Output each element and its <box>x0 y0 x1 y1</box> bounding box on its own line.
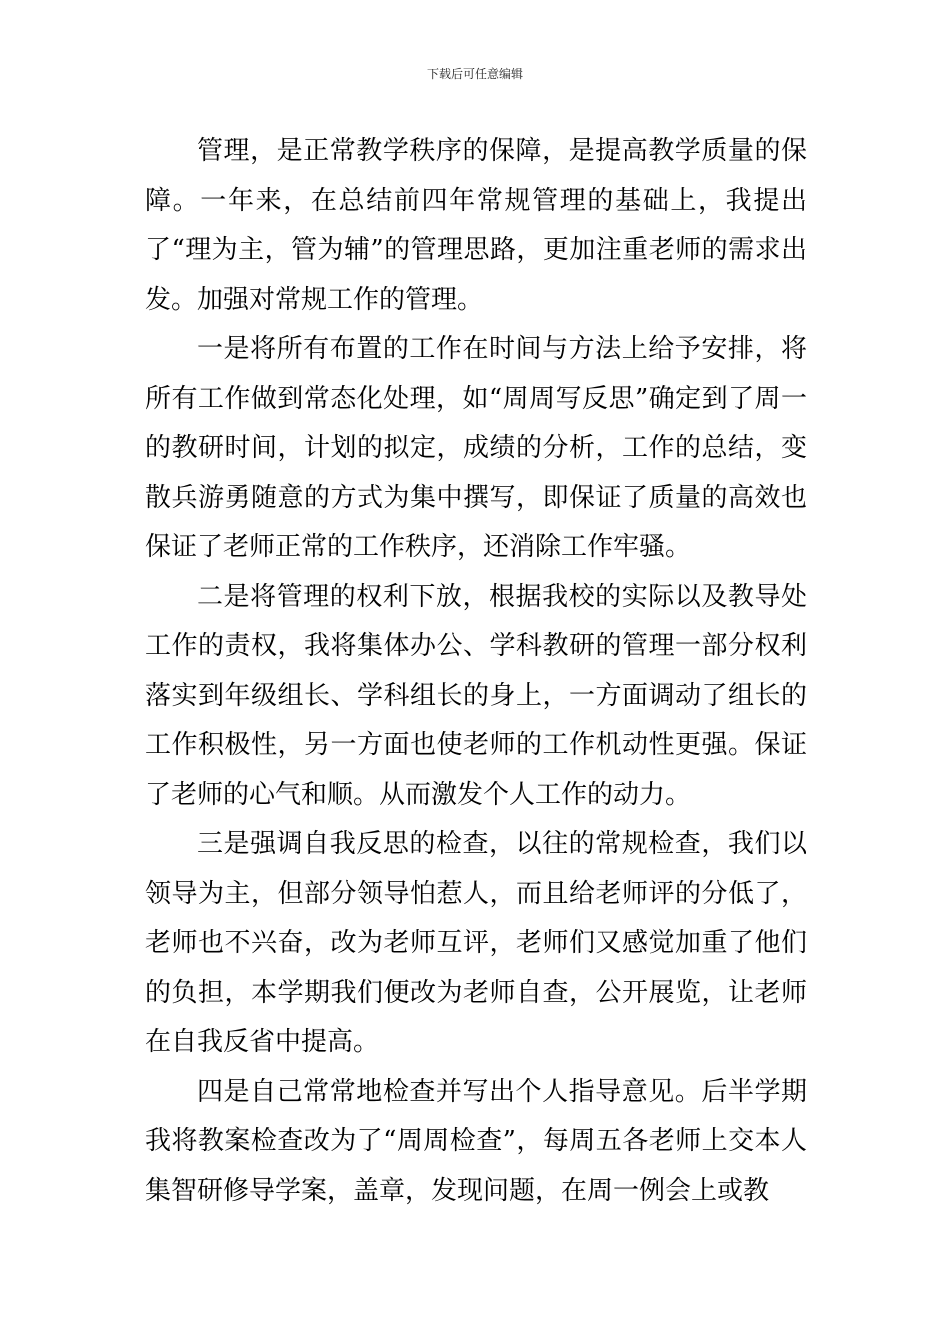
paragraph-point-one: 一是将所有布置的工作在时间与方法上给予安排，将所有工作做到常态化处理，如“周周写反思”确定到了周一的教研时间，计划的拟定，成绩的分析，工作的总结，变散兵游勇随意的方式为集中撰写，即保证了质量的高效也保证了老师正常的工作秩序，还消除工作牢骚。 <box>145 334 807 562</box>
page-header: 下载后可任意编辑 <box>426 67 523 81</box>
paragraph-management: 管理，是正常教学秩序的保障，是提高教学质量的保障。一年来，在总结前四年常规管理的基础上，我提出了“理为主，管为辅”的管理思路，更加注重老师的需求出发。加强对常规工作的管理。 <box>145 136 807 315</box>
document-body <box>145 127 807 1216</box>
paragraph-point-two: 二是将管理的权利下放，根据我校的实际以及教导处工作的责权，我将集体办公、学科教研的管理一部分权利落实到年级组长、学科组长的身上，一方面调动了组长的工作积极性，另一方面也使老师的工作机动性更强。保证了老师的心气和顺。从而激发个人工作的动力。 <box>145 581 807 810</box>
paragraph-point-three: 三是强调自我反思的检查，以往的常规检查，我们以领导为主，但部分领导怕惹人，而且给老师评的分低了，老师也不兴奋，改为老师互评，老师们又感觉加重了他们的负担，本学期我们便改为老师自查，公开展览，让老师在自我反省中提高。 <box>145 829 807 1057</box>
paragraph-point-four: 四是自己常常地检查并写出个人指导意见。后半学期我将教案检查改为了“周周检查”，每周五各老师上交本人集智研修导学案，盖章，发现问题，在周一例会上或教 <box>145 1076 807 1206</box>
